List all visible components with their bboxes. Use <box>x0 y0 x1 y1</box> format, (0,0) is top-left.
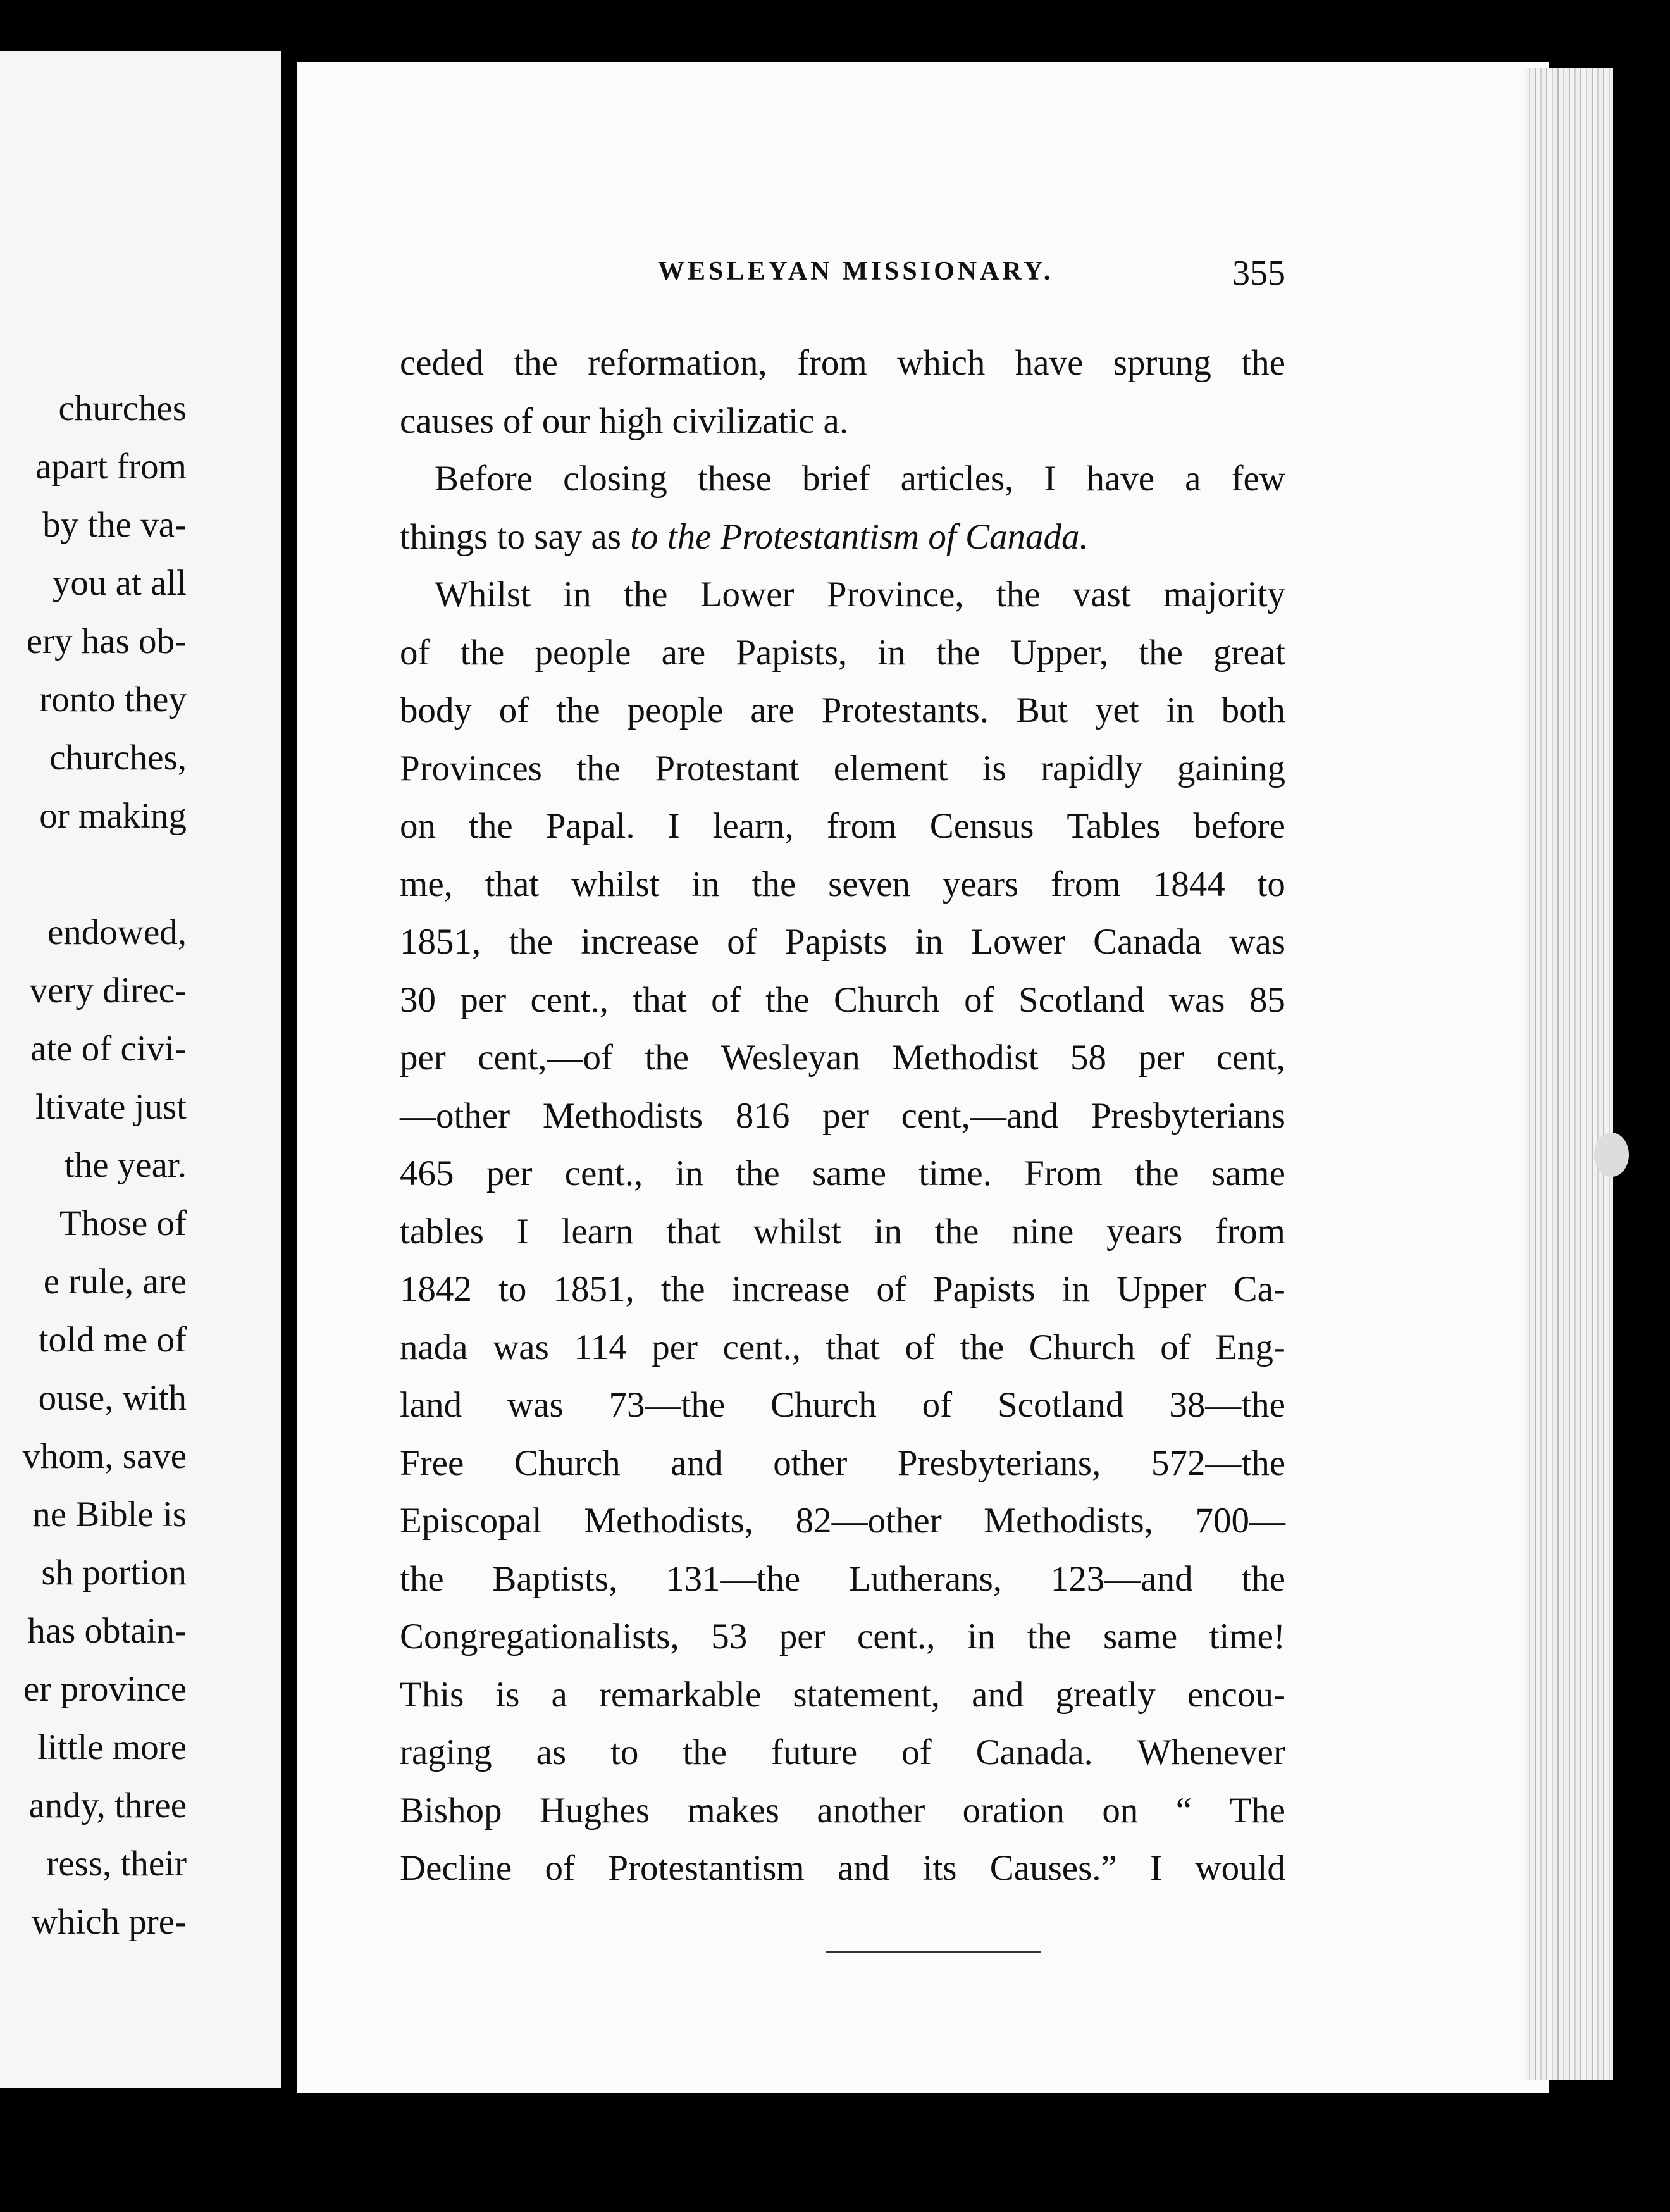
text-line: Episcopal Methodists, 82—other Methodists, 700— <box>400 1501 1285 1541</box>
left-line: churches, <box>49 738 187 778</box>
text-line: nada was 114 per cent., that of the Church of Eng- <box>400 1327 1285 1367</box>
text-line: Before closing these brief articles, I have a few <box>435 459 1285 499</box>
left-line: ronto they <box>39 680 187 719</box>
left-line: endowed, <box>47 912 187 952</box>
left-line: ress, their <box>46 1844 187 1884</box>
book-gutter <box>281 51 297 2088</box>
left-line: by the va- <box>42 505 187 545</box>
left-line: told me of <box>38 1320 187 1360</box>
left-line: you at all <box>52 563 187 603</box>
text-line: —other Methodists 816 per cent,—and Presbyterians <box>400 1095 1285 1136</box>
left-line: sh portion <box>41 1553 187 1593</box>
left-line: ouse, with <box>38 1378 187 1418</box>
left-line: little more <box>37 1727 187 1767</box>
left-page-text <box>0 380 187 1951</box>
left-line: vhom, save <box>22 1436 187 1476</box>
left-line: Those of <box>59 1203 187 1243</box>
text-line: ceded the reformation, from which have sprung the <box>400 343 1285 383</box>
left-line: which pre- <box>31 1902 187 1942</box>
page-number: 355 <box>1232 254 1285 293</box>
text-line: 1842 to 1851, the increase of Papists in Upper Ca- <box>400 1269 1285 1309</box>
text-line: of the people are Papists, in the Upper, the great <box>400 632 1285 673</box>
page-edges <box>1525 68 1613 2080</box>
left-line: or making <box>39 796 187 836</box>
text-line: Bishop Hughes makes another oration on “ The <box>400 1790 1285 1830</box>
text-line: tables I learn that whilst in the nine years from <box>400 1211 1285 1252</box>
text-line: me, that whilst in the seven years from 1844 to <box>400 864 1285 904</box>
left-line: er province <box>23 1669 187 1709</box>
text-line: 465 per cent., in the same time. From the same <box>400 1153 1285 1193</box>
text-line <box>400 508 1285 566</box>
left-line: the year. <box>64 1145 187 1185</box>
left-line <box>0 845 187 904</box>
text-line: Provinces the Protestant element is rapidly gaining <box>400 748 1285 788</box>
text-span: things to say as <box>400 516 621 557</box>
text-line: causes of our high civilizatic a. <box>400 401 849 441</box>
text-line: 1851, the increase of Papists in Lower Canada was <box>400 922 1285 962</box>
left-line: very direc- <box>29 971 187 1010</box>
body-text <box>400 334 1285 1898</box>
text-line: land was 73—the Church of Scotland 38—the <box>400 1385 1285 1425</box>
text-line: This is a remarkable statement, and greatly encou- <box>400 1674 1285 1715</box>
left-line: ltivate just <box>35 1087 187 1127</box>
text-line: body of the people are Protestants. But yet in both <box>400 690 1285 730</box>
left-line: ate of civi- <box>30 1029 187 1069</box>
left-line: has obtain- <box>27 1611 187 1651</box>
text-line: the Baptists, 131—the Lutherans, 123—and the <box>400 1558 1285 1599</box>
text-line: on the Papal. I learn, from Census Tables before <box>400 806 1285 846</box>
left-line: andy, three <box>28 1786 187 1825</box>
left-line: e rule, are <box>43 1262 187 1302</box>
text-line: Congregationalists, 53 per cent., in the same time! <box>400 1617 1285 1656</box>
left-page <box>0 51 281 2088</box>
left-line: churches <box>58 388 187 428</box>
text-line: per cent,—of the Wesleyan Methodist 58 per cent, <box>400 1038 1285 1078</box>
page-damage-mark <box>1594 1133 1629 1177</box>
footer-rule <box>826 1951 1041 1953</box>
text-line: Free Church and other Presbyterians, 572—the <box>400 1443 1285 1483</box>
left-line: apart from <box>35 447 187 487</box>
running-head: WESLEYAN MISSIONARY. <box>658 257 1054 286</box>
italic-phrase: to the Protestantism of Canada. <box>630 516 1089 557</box>
left-line: ne Bible is <box>32 1494 187 1534</box>
text-line: 30 per cent., that of the Church of Scotland was 85 <box>400 979 1285 1020</box>
left-line: ery has ob- <box>26 621 187 661</box>
text-line: raging as to the future of Canada. Whenever <box>400 1732 1285 1772</box>
text-line: Decline of Protestantism and its Causes.” I would <box>400 1848 1285 1888</box>
text-line: Whilst in the Lower Province, the vast majority <box>435 575 1285 614</box>
